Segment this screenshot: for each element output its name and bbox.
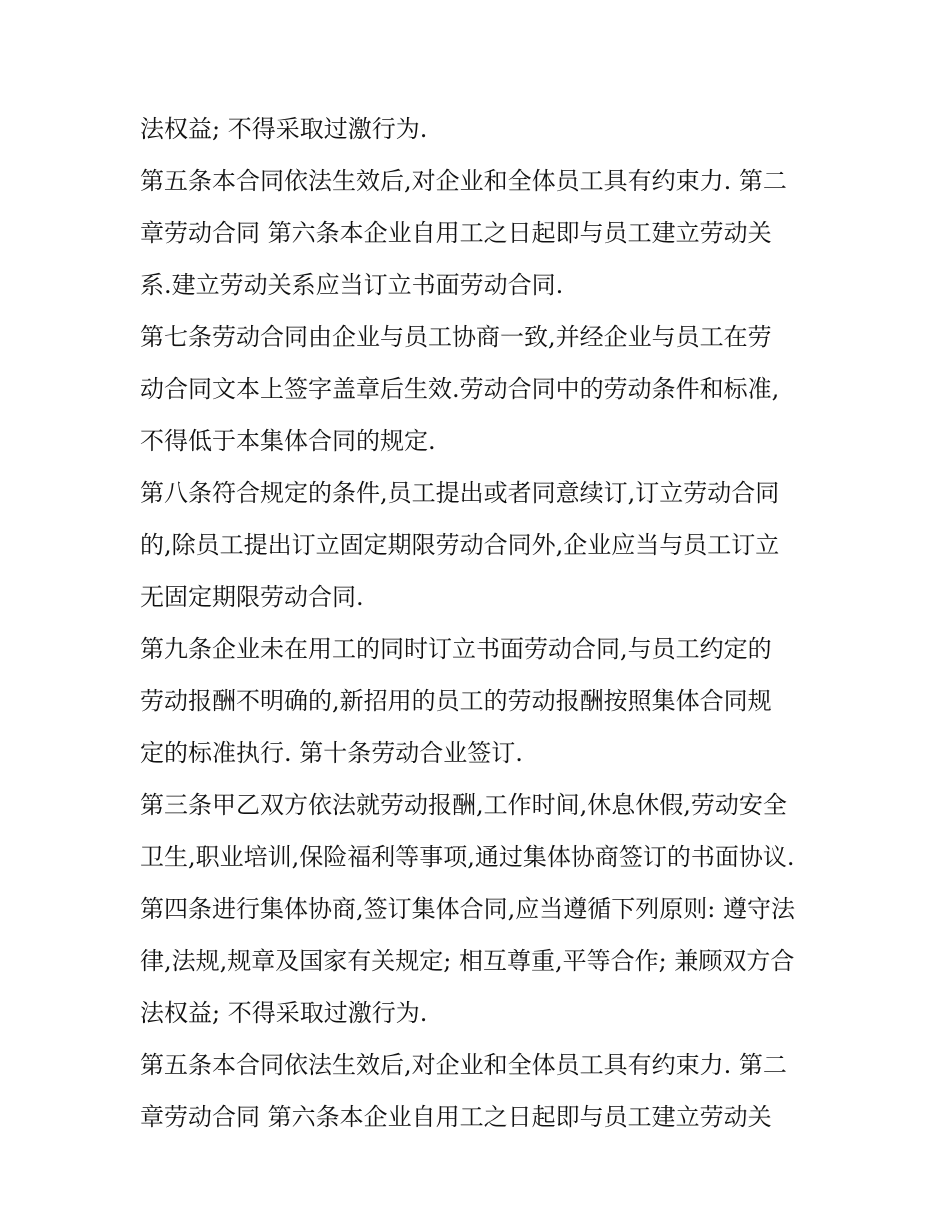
text-line: 卫生,职业培训,保险福利等事项,通过集体协商签订的书面协议. — [140, 843, 795, 871]
text-line: 无固定期限劳动合同. — [140, 583, 364, 611]
text-line: 定的标准执行. 第十条劳动合业签订. — [140, 739, 523, 767]
text-line: 第四条进行集体协商,签订集体合同,应当遵循下列原则: 遵守法 — [140, 895, 795, 923]
text-line: 章劳动合同 第六条本企业自用工之日起即与员工建立劳动关 — [140, 1103, 772, 1131]
text-line: 第八条符合规定的条件,员工提出或者同意续订,订立劳动合同 — [140, 479, 780, 507]
text-line: 第五条本合同依法生效后,对企业和全体员工具有约束力. 第二 — [140, 1051, 787, 1079]
text-line: 不得低于本集体合同的规定. — [140, 427, 436, 455]
text-line: 律,法规,规章及国家有关规定; 相互尊重,平等合作; 兼顾双方合 — [140, 947, 795, 975]
text-line: 法权益; 不得采取过激行为. — [140, 115, 428, 143]
text-line: 章劳动合同 第六条本企业自用工之日起即与员工建立劳动关 — [140, 219, 772, 247]
document-body — [140, 103, 820, 1143]
text-line: 法权益; 不得采取过激行为. — [140, 999, 428, 1027]
text-line: 第五条本合同依法生效后,对企业和全体员工具有约束力. 第二 — [140, 167, 787, 195]
text-line: 第七条劳动合同由企业与员工协商一致,并经企业与员工在劳 — [140, 323, 772, 351]
text-line: 第九条企业未在用工的同时订立书面劳动合同,与员工约定的 — [140, 635, 772, 663]
text-line: 的,除员工提出订立固定期限劳动合同外,企业应当与员工订立 — [140, 531, 780, 559]
text-line: 第三条甲乙双方依法就劳动报酬,工作时间,休息休假,劳动安全 — [140, 791, 787, 819]
text-line: 动合同文本上签字盖章后生效.劳动合同中的劳动条件和标准, — [140, 375, 780, 403]
text-line: 系.建立劳动关系应当订立书面劳动合同. — [140, 271, 564, 299]
text-line: 劳动报酬不明确的,新招用的员工的劳动报酬按照集体合同规 — [140, 687, 772, 715]
